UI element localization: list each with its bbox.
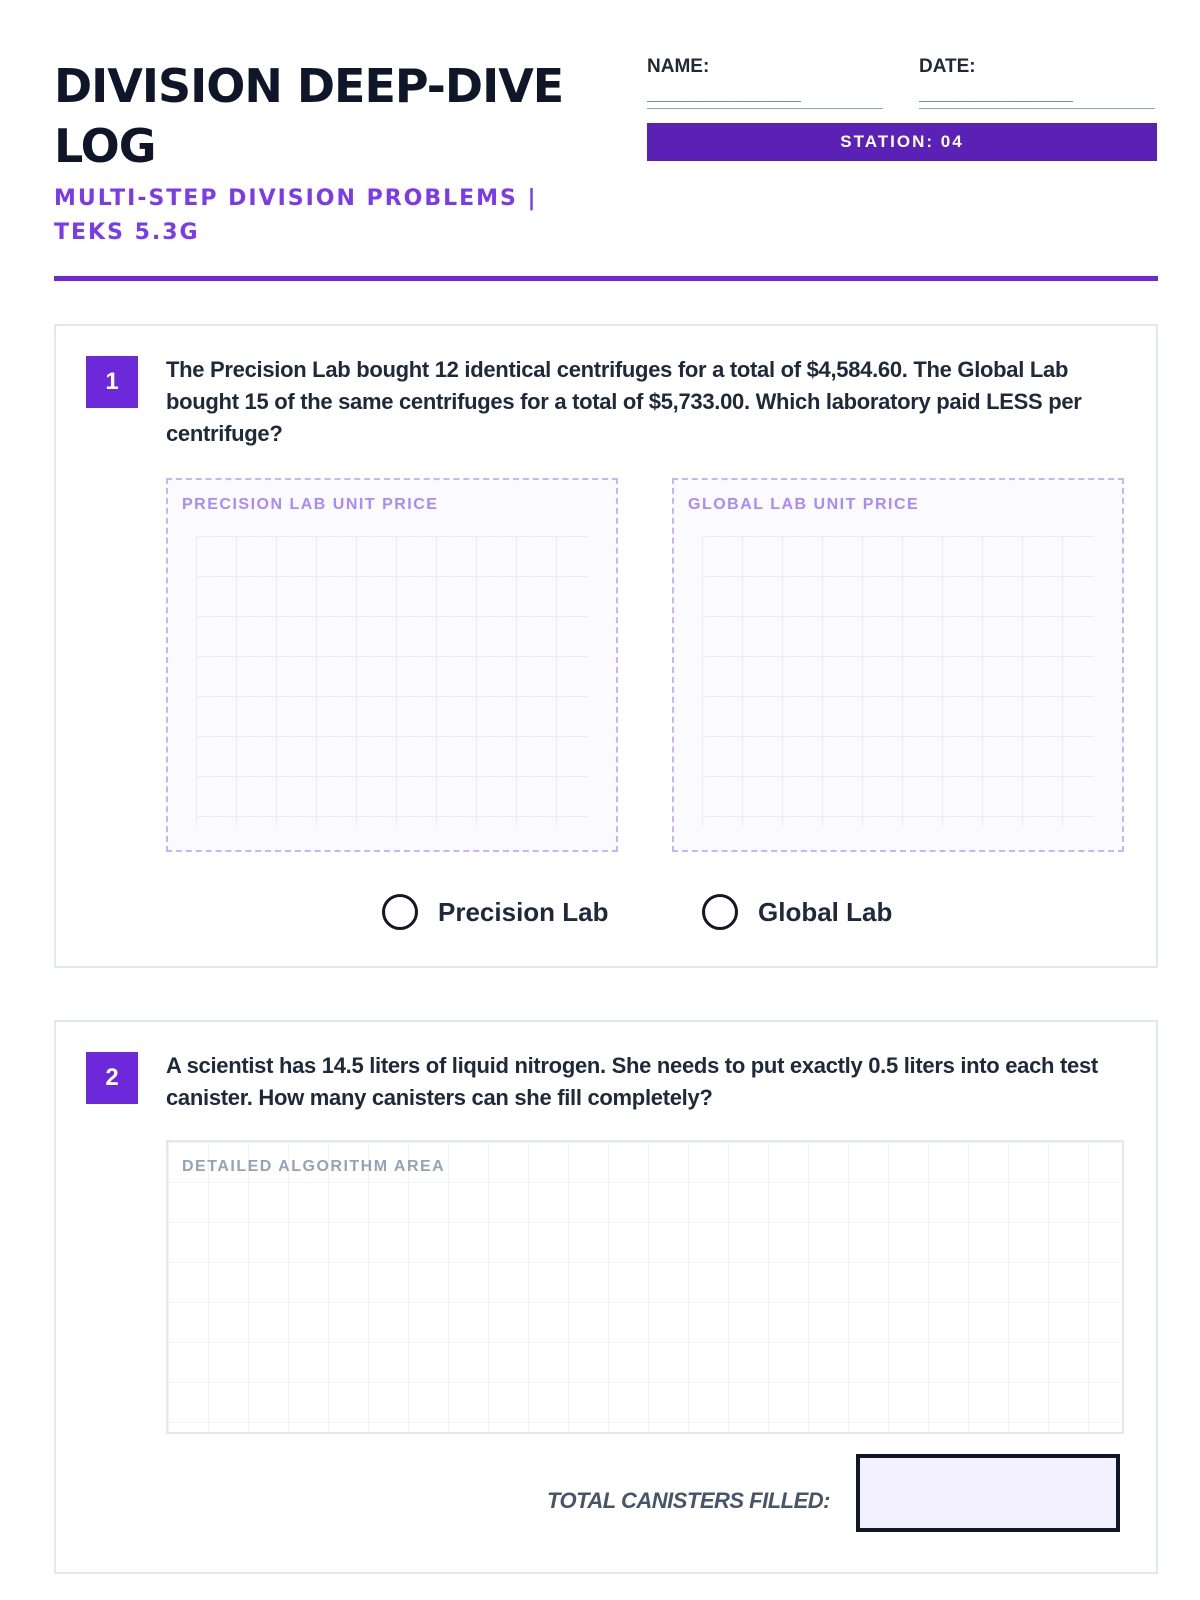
date-label: DATE:: [919, 56, 976, 77]
algorithm-work-label: DETAILED ALGORITHM AREA: [182, 1158, 446, 1175]
page-subtitle: MULTI-STEP DIVISION PROBLEMS | TEKS 5.3G: [54, 186, 538, 245]
algorithm-work-area[interactable]: [166, 1140, 1124, 1434]
header-divider: [54, 276, 1158, 281]
date-field[interactable]: [919, 56, 1155, 109]
page-title: DIVISION DEEP-DIVE LOG: [54, 59, 564, 173]
precision-lab-work-label: PRECISION LAB UNIT PRICE: [182, 496, 439, 513]
choice-precision-lab[interactable]: [382, 890, 609, 934]
name-label: NAME:: [647, 56, 710, 77]
problem-1-question: The Precision Lab bought 12 identical centrifuges for a total of $4,584.60. The Global Lab bought 15 of the same centrifuges for a total of $5,733.00. Which laboratory paid LESS per centrifuge?: [166, 357, 1082, 446]
answer-choices: [56, 890, 1156, 934]
precision-lab-work-area[interactable]: [166, 478, 618, 852]
radio-button[interactable]: [382, 894, 418, 930]
problem-card-2: [54, 1020, 1158, 1574]
problem-number-1: 1: [86, 356, 138, 408]
problem-number-2: 2: [86, 1052, 138, 1104]
choice-global-lab[interactable]: [702, 890, 892, 934]
worksheet-header: [54, 56, 1158, 286]
name-field[interactable]: [647, 56, 883, 109]
problem-2-question: A scientist has 14.5 liters of liquid nitrogen. She needs to put exactly 0.5 liters into each test canister. How many canisters can she fill completely?: [166, 1053, 1098, 1110]
station-badge: STATION: 04: [647, 123, 1157, 161]
global-lab-work-label: GLOBAL LAB UNIT PRICE: [688, 496, 920, 513]
total-canisters-answer-box[interactable]: [856, 1454, 1120, 1532]
graph-grid: [196, 536, 588, 826]
graph-grid: [702, 536, 1094, 826]
global-lab-work-area[interactable]: [672, 478, 1124, 852]
name-line[interactable]: ________________: [647, 80, 883, 109]
problem-card-1: [54, 324, 1158, 968]
choice-label: Precision Lab: [438, 896, 609, 927]
total-canisters-label: TOTAL CANISTERS FILLED:: [546, 1488, 830, 1513]
choice-label: Global Lab: [758, 896, 893, 927]
radio-button[interactable]: [702, 894, 738, 930]
date-line[interactable]: ________________: [919, 80, 1155, 109]
